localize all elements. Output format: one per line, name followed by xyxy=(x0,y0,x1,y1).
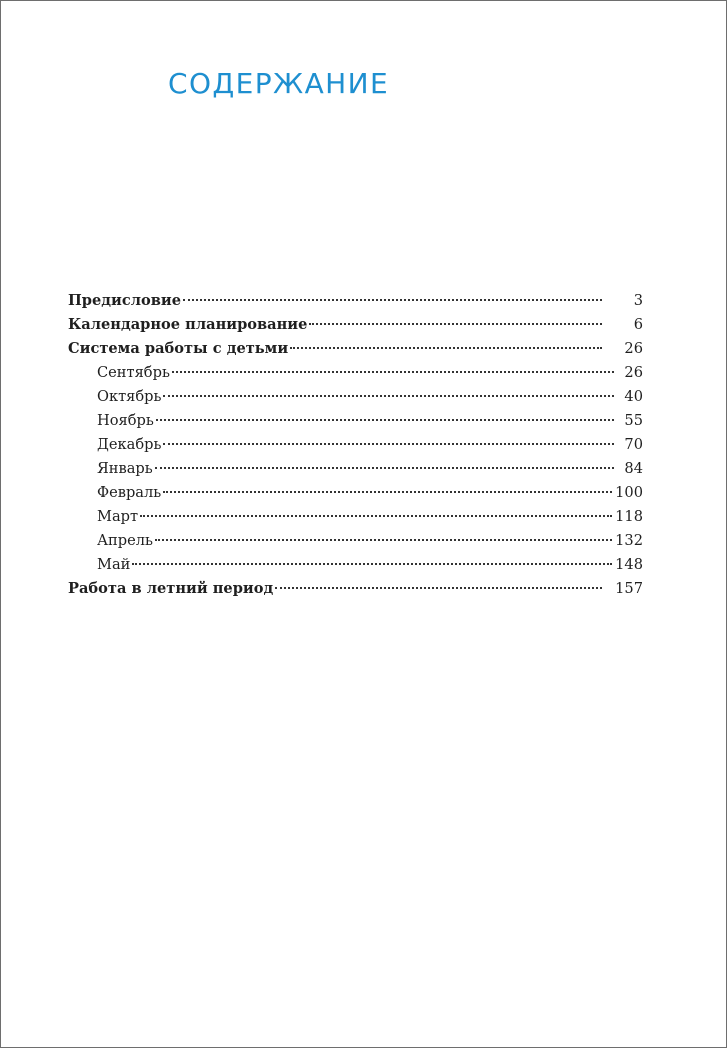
toc-dot-leader xyxy=(183,299,602,301)
toc-page-number: 26 xyxy=(624,364,643,381)
table-of-contents xyxy=(68,289,643,601)
toc-entry-label: Май xyxy=(97,556,131,573)
toc-dot-leader xyxy=(155,467,614,469)
toc-dot-leader xyxy=(140,515,612,517)
toc-dot-leader xyxy=(172,371,614,373)
toc-entry-october[interactable] xyxy=(68,385,643,409)
toc-dot-leader xyxy=(275,587,602,589)
toc-entry-may[interactable] xyxy=(68,553,643,577)
toc-entry-summer-period[interactable] xyxy=(68,577,643,601)
toc-page-number: 148 xyxy=(615,556,643,573)
page-title: СОДЕРЖАНИЕ xyxy=(168,67,390,100)
toc-page-number: 26 xyxy=(624,340,643,357)
toc-entry-label: Ноябрь xyxy=(97,412,154,429)
toc-entry-label: Апрель xyxy=(97,532,153,549)
toc-entry-september[interactable] xyxy=(68,361,643,385)
toc-page-number: 55 xyxy=(624,412,643,429)
toc-entry-label: Февраль xyxy=(97,484,162,501)
toc-page-number: 157 xyxy=(615,580,643,597)
toc-entry-preface[interactable] xyxy=(68,289,643,313)
toc-entry-january[interactable] xyxy=(68,457,643,481)
toc-dot-leader xyxy=(132,563,612,565)
toc-page-number: 132 xyxy=(615,532,643,549)
toc-dot-leader xyxy=(309,323,602,325)
toc-dot-leader xyxy=(156,419,614,421)
toc-entry-label: Календарное планирование xyxy=(68,316,308,333)
toc-dot-leader xyxy=(290,347,602,349)
toc-entry-label: Январь xyxy=(97,460,153,477)
toc-dot-leader xyxy=(163,443,614,445)
toc-dot-leader xyxy=(163,491,612,493)
toc-entry-label: Сентябрь xyxy=(97,364,170,381)
toc-page-number: 3 xyxy=(633,292,643,309)
toc-page-number: 84 xyxy=(624,460,643,477)
toc-entry-march[interactable] xyxy=(68,505,643,529)
toc-entry-work-system[interactable] xyxy=(68,337,643,361)
toc-page-number: 6 xyxy=(633,316,643,333)
toc-entry-calendar-planning[interactable] xyxy=(68,313,643,337)
toc-dot-leader xyxy=(155,539,612,541)
toc-entry-november[interactable] xyxy=(68,409,643,433)
toc-page-number: 118 xyxy=(615,508,643,525)
toc-entry-april[interactable] xyxy=(68,529,643,553)
toc-page-number: 40 xyxy=(624,388,643,405)
toc-entry-label: Работа в летний период xyxy=(68,580,274,597)
toc-entry-label: Предисловие xyxy=(68,292,181,309)
toc-entry-february[interactable] xyxy=(68,481,643,505)
toc-entry-label: Система работы с детьми xyxy=(68,340,289,357)
toc-entry-label: Октябрь xyxy=(97,388,162,405)
toc-entry-label: Март xyxy=(97,508,139,525)
toc-page-number: 100 xyxy=(615,484,643,501)
toc-page-number: 70 xyxy=(624,436,643,453)
toc-entry-label: Декабрь xyxy=(97,436,162,453)
toc-dot-leader xyxy=(163,395,614,397)
toc-entry-december[interactable] xyxy=(68,433,643,457)
